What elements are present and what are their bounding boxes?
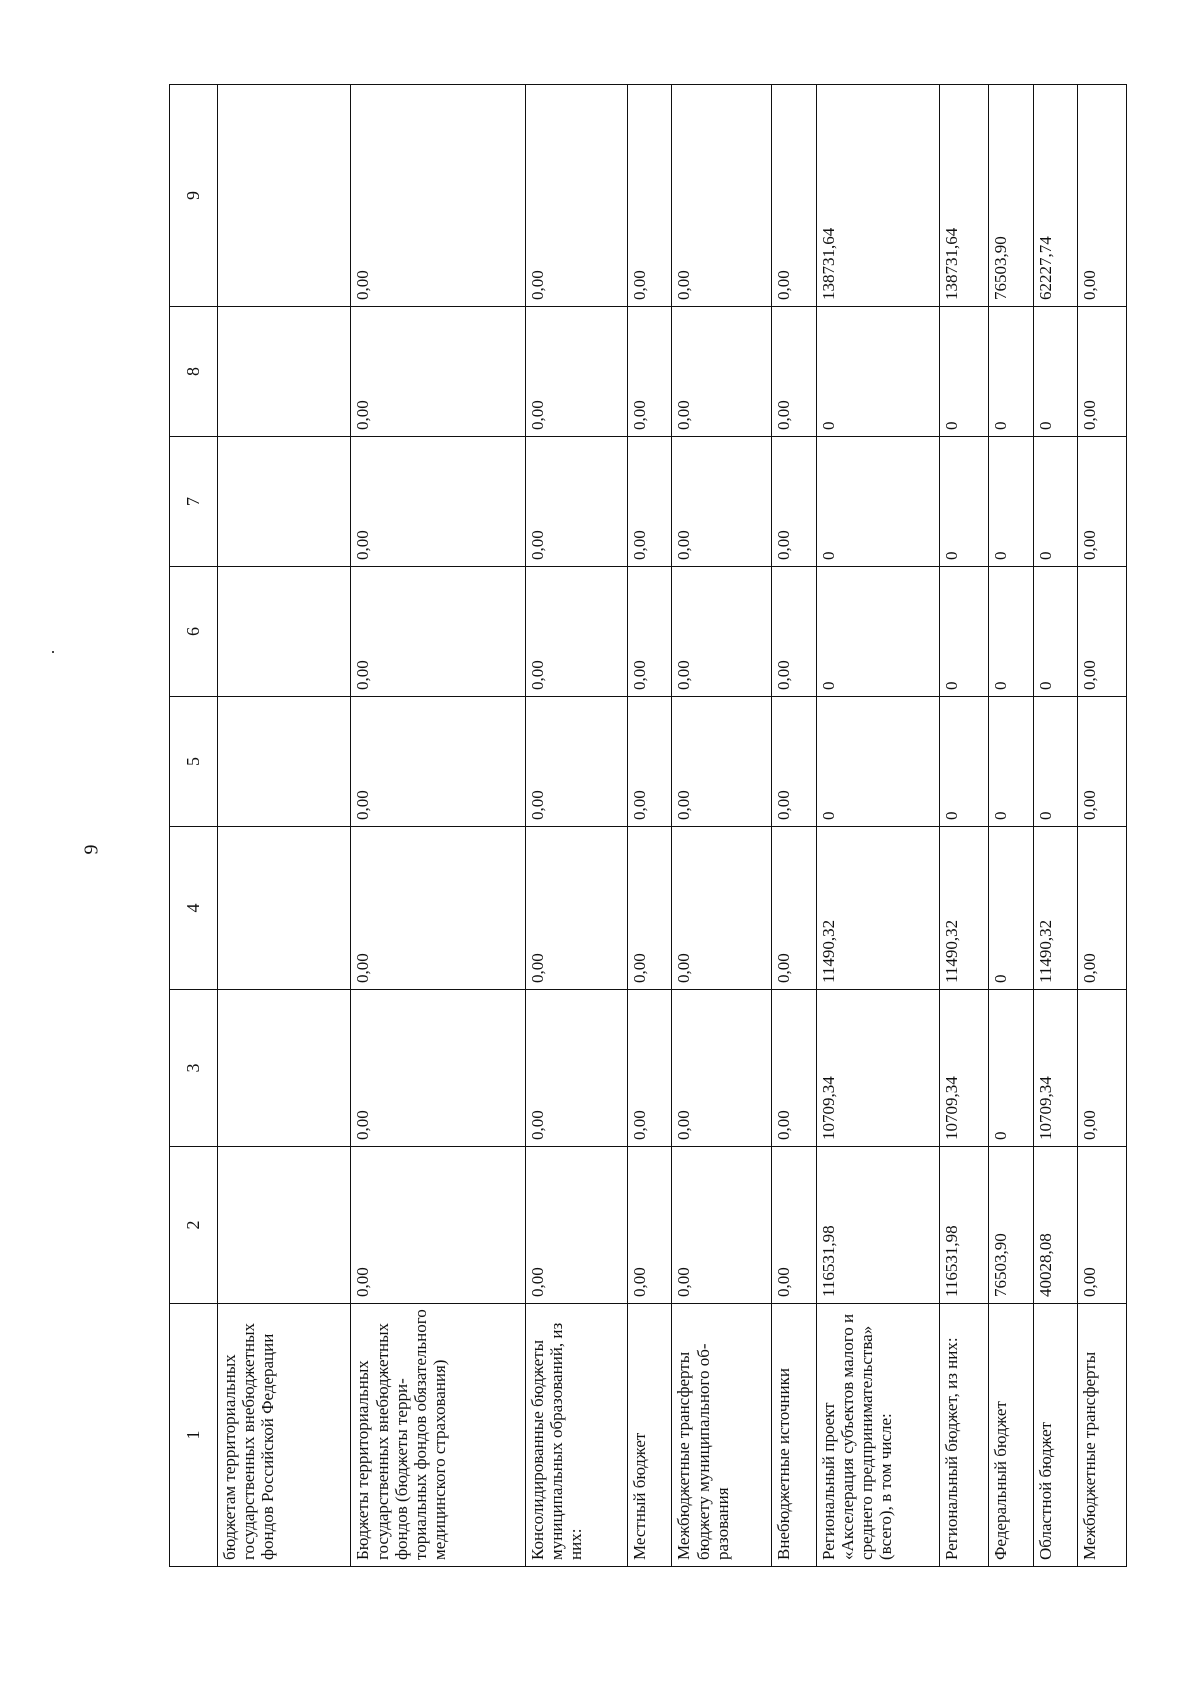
row-label-cell: Внебюджетные источники xyxy=(772,1304,816,1567)
table-row xyxy=(672,85,772,1567)
value-cell: 76503,90 xyxy=(989,85,1033,307)
value-cell: 0 xyxy=(989,437,1033,567)
value-cell: 0 xyxy=(1033,567,1077,697)
table-row xyxy=(940,85,989,1567)
value-cell: 10709,34 xyxy=(816,990,940,1147)
value-cell: 0,00 xyxy=(672,827,772,990)
value-cell: 116531,98 xyxy=(940,1147,989,1304)
row-label-cell: Межбюджетные трансферты xyxy=(1078,1304,1127,1567)
row-label-cell: Бюджеты территориальных государственных внебюджетных фондов (бюджеты территориальных фондов обязательного медицинского страхования) xyxy=(351,1304,526,1567)
value-cell: 0,00 xyxy=(627,697,671,827)
row-label-cell: Консолидированные бюджеты муниципальных образований, из них: xyxy=(526,1304,628,1567)
value-cell xyxy=(218,437,351,567)
scan-dot xyxy=(52,651,54,653)
value-cell: 138731,64 xyxy=(816,85,940,307)
value-cell: 0,00 xyxy=(1078,827,1127,990)
column-header: 1 xyxy=(170,1304,218,1567)
value-cell: 0 xyxy=(989,307,1033,437)
page-number: 9 xyxy=(80,844,103,855)
value-cell xyxy=(218,827,351,990)
value-cell: 11490,32 xyxy=(940,827,989,990)
value-cell: 0,00 xyxy=(772,437,816,567)
column-header: 9 xyxy=(170,85,218,307)
value-cell: 40028,08 xyxy=(1033,1147,1077,1304)
row-label-cell: Региональный бюджет, из них: xyxy=(940,1304,989,1567)
column-header: 8 xyxy=(170,307,218,437)
value-cell: 0,00 xyxy=(1078,567,1127,697)
value-cell: 0,00 xyxy=(672,1147,772,1304)
value-cell: 0,00 xyxy=(627,307,671,437)
value-cell: 11490,32 xyxy=(1033,827,1077,990)
value-cell: 0,00 xyxy=(351,307,526,437)
value-cell: 0 xyxy=(816,307,940,437)
value-cell: 0 xyxy=(989,697,1033,827)
value-cell xyxy=(218,85,351,307)
table-row xyxy=(1033,85,1077,1567)
value-cell: 0 xyxy=(940,697,989,827)
value-cell: 0,00 xyxy=(627,827,671,990)
column-header: 6 xyxy=(170,567,218,697)
value-cell: 0,00 xyxy=(672,307,772,437)
table-row xyxy=(218,85,351,1567)
row-label-cell: Региональный проект «Акселерация субъектов малого и среднего предпринимательства» (всего), в том числе: xyxy=(816,1304,940,1567)
value-cell: 0,00 xyxy=(526,307,628,437)
header-row xyxy=(170,85,218,1567)
value-cell: 0,00 xyxy=(526,437,628,567)
value-cell: 0,00 xyxy=(351,85,526,307)
column-header: 3 xyxy=(170,990,218,1147)
table-row xyxy=(816,85,940,1567)
column-header: 5 xyxy=(170,697,218,827)
value-cell: 0,00 xyxy=(526,85,628,307)
value-cell xyxy=(218,567,351,697)
column-header: 2 xyxy=(170,1147,218,1304)
value-cell: 0 xyxy=(940,567,989,697)
value-cell xyxy=(218,1147,351,1304)
table-row xyxy=(526,85,628,1567)
table-row xyxy=(1078,85,1127,1567)
value-cell: 0 xyxy=(940,437,989,567)
value-cell: 0,00 xyxy=(627,567,671,697)
value-cell: 0,00 xyxy=(351,697,526,827)
row-label-cell: бюджетам территориальных государственных внебюджетных фондов Российской Федерации xyxy=(218,1304,351,1567)
rotated-table-wrapper xyxy=(169,85,1127,1567)
value-cell: 10709,34 xyxy=(940,990,989,1147)
value-cell: 0,00 xyxy=(351,437,526,567)
table-row xyxy=(627,85,671,1567)
value-cell: 0,00 xyxy=(1078,990,1127,1147)
value-cell: 0 xyxy=(816,567,940,697)
value-cell: 0,00 xyxy=(672,567,772,697)
table-body xyxy=(218,85,1127,1567)
value-cell: 0,00 xyxy=(627,437,671,567)
table-row xyxy=(351,85,526,1567)
value-cell: 0,00 xyxy=(1078,697,1127,827)
value-cell: 0 xyxy=(1033,437,1077,567)
row-label-cell: Областной бюджет xyxy=(1033,1304,1077,1567)
row-label-cell: Местный бюджет xyxy=(627,1304,671,1567)
row-label-cell: Федеральный бюджет xyxy=(989,1304,1033,1567)
value-cell: 0,00 xyxy=(772,990,816,1147)
value-cell: 0,00 xyxy=(672,697,772,827)
value-cell: 0,00 xyxy=(526,1147,628,1304)
table-row xyxy=(989,85,1033,1567)
value-cell: 0 xyxy=(816,697,940,827)
value-cell: 0,00 xyxy=(772,827,816,990)
value-cell: 0,00 xyxy=(351,1147,526,1304)
value-cell: 0,00 xyxy=(772,697,816,827)
value-cell: 0,00 xyxy=(526,990,628,1147)
table-row xyxy=(772,85,816,1567)
value-cell: 0 xyxy=(1033,697,1077,827)
value-cell: 116531,98 xyxy=(816,1147,940,1304)
value-cell xyxy=(218,990,351,1147)
value-cell: 0,00 xyxy=(672,990,772,1147)
budget-table xyxy=(169,84,1127,1567)
value-cell: 138731,64 xyxy=(940,85,989,307)
row-label-cell: Межбюджетные трансферты бюджету муниципального образования xyxy=(672,1304,772,1567)
value-cell: 0,00 xyxy=(672,85,772,307)
value-cell: 0 xyxy=(940,307,989,437)
value-cell xyxy=(218,697,351,827)
value-cell: 0,00 xyxy=(1078,85,1127,307)
value-cell: 10709,34 xyxy=(1033,990,1077,1147)
value-cell: 0 xyxy=(989,827,1033,990)
value-cell: 0 xyxy=(816,437,940,567)
column-header: 7 xyxy=(170,437,218,567)
value-cell: 0,00 xyxy=(526,567,628,697)
value-cell: 0,00 xyxy=(627,85,671,307)
value-cell: 0,00 xyxy=(351,990,526,1147)
value-cell: 0,00 xyxy=(772,1147,816,1304)
value-cell: 0,00 xyxy=(351,567,526,697)
value-cell: 11490,32 xyxy=(816,827,940,990)
value-cell: 76503,90 xyxy=(989,1147,1033,1304)
value-cell: 0,00 xyxy=(1078,307,1127,437)
column-header: 4 xyxy=(170,827,218,990)
value-cell: 0 xyxy=(989,567,1033,697)
value-cell: 0,00 xyxy=(1078,437,1127,567)
value-cell: 0,00 xyxy=(1078,1147,1127,1304)
value-cell xyxy=(218,307,351,437)
value-cell: 0 xyxy=(989,990,1033,1147)
value-cell: 0,00 xyxy=(772,307,816,437)
value-cell: 0,00 xyxy=(772,85,816,307)
value-cell: 0,00 xyxy=(526,697,628,827)
value-cell: 0,00 xyxy=(672,437,772,567)
value-cell: 0,00 xyxy=(627,1147,671,1304)
value-cell: 0,00 xyxy=(772,567,816,697)
value-cell: 0,00 xyxy=(526,827,628,990)
value-cell: 62227,74 xyxy=(1033,85,1077,307)
value-cell: 0,00 xyxy=(351,827,526,990)
value-cell: 0,00 xyxy=(627,990,671,1147)
value-cell: 0 xyxy=(1033,307,1077,437)
